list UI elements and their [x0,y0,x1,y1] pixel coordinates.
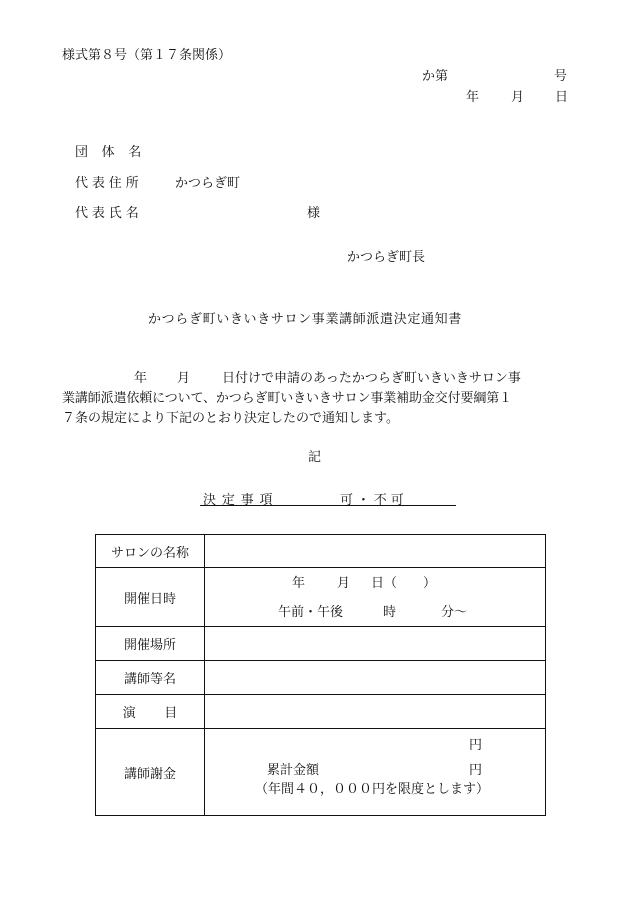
row-salon-name [96,535,546,568]
fee-total-yen: 円 [469,763,483,778]
date-hour: 時 [383,605,397,620]
fee-total-label: 累計金額 [267,763,320,778]
fee-label: 講師謝金 [96,729,205,816]
representative-address-label: 代表住所 [75,176,143,191]
instructor-label: 講師等名 [96,661,205,695]
details-table [95,534,546,816]
body-line-2: 業講師派遣依頼について、かつらぎ町いきいきサロン事業補助金交付要綱第１ [62,391,512,406]
fee-limit-note: （年間４０，０００円を限度とします） [255,782,490,797]
ki-marker: 記 [308,450,322,465]
group-name-label: 団体名 [75,145,155,160]
row-date [96,568,546,627]
date-weekday-close: ） [423,576,437,591]
row-topic [96,695,546,729]
body-year: 年 [134,371,148,386]
row-fee [96,729,546,816]
decision-line [200,487,456,506]
reference-number-suffix: 号 [554,69,568,84]
body-month: 月 [177,371,191,386]
date-minute: 分～ [441,605,468,620]
date-value [205,568,546,627]
form-number: 様式第８号（第１７条関係） [62,48,232,63]
honorific: 様 [307,206,321,221]
date-label: 開催日時 [96,568,205,627]
decision-label: 決定事項 [203,493,279,508]
sender-mayor: かつらぎ町長 [347,250,426,265]
place-value [205,627,546,661]
reference-number-prefix: か第 [422,69,449,84]
decision-value: 可・不可 [340,493,408,508]
date-year: 年 [292,576,306,591]
topic-label-cell [96,695,205,729]
topic-label: 演目 [122,706,206,721]
fee-yen: 円 [469,738,483,753]
row-instructor [96,661,546,695]
representative-address-value: かつらぎ町 [175,176,241,191]
place-label: 開催場所 [96,627,205,661]
fee-value [205,729,546,816]
salon-name-label: サロンの名称 [96,535,205,568]
date-ampm: 午前・午後 [278,605,344,620]
salon-name-value [205,535,546,568]
instructor-value [205,661,546,695]
topic-value [205,695,546,729]
body-line-3: ７条の規定により下記のとおり決定したので通知します。 [62,411,399,426]
body-line-1: 日付けで申請のあったかつらぎ町いきいきサロン事 [222,371,521,386]
issue-date-year: 年 [466,90,480,105]
row-place [96,627,546,661]
document-title: かつらぎ町いきいきサロン事業講師派遣決定通知書 [148,312,462,327]
representative-name-label: 代表氏名 [75,206,143,221]
date-month: 月 [337,576,351,591]
issue-date-day: 日 [555,90,569,105]
date-day: 日（ [371,576,398,591]
issue-date-month: 月 [511,90,525,105]
